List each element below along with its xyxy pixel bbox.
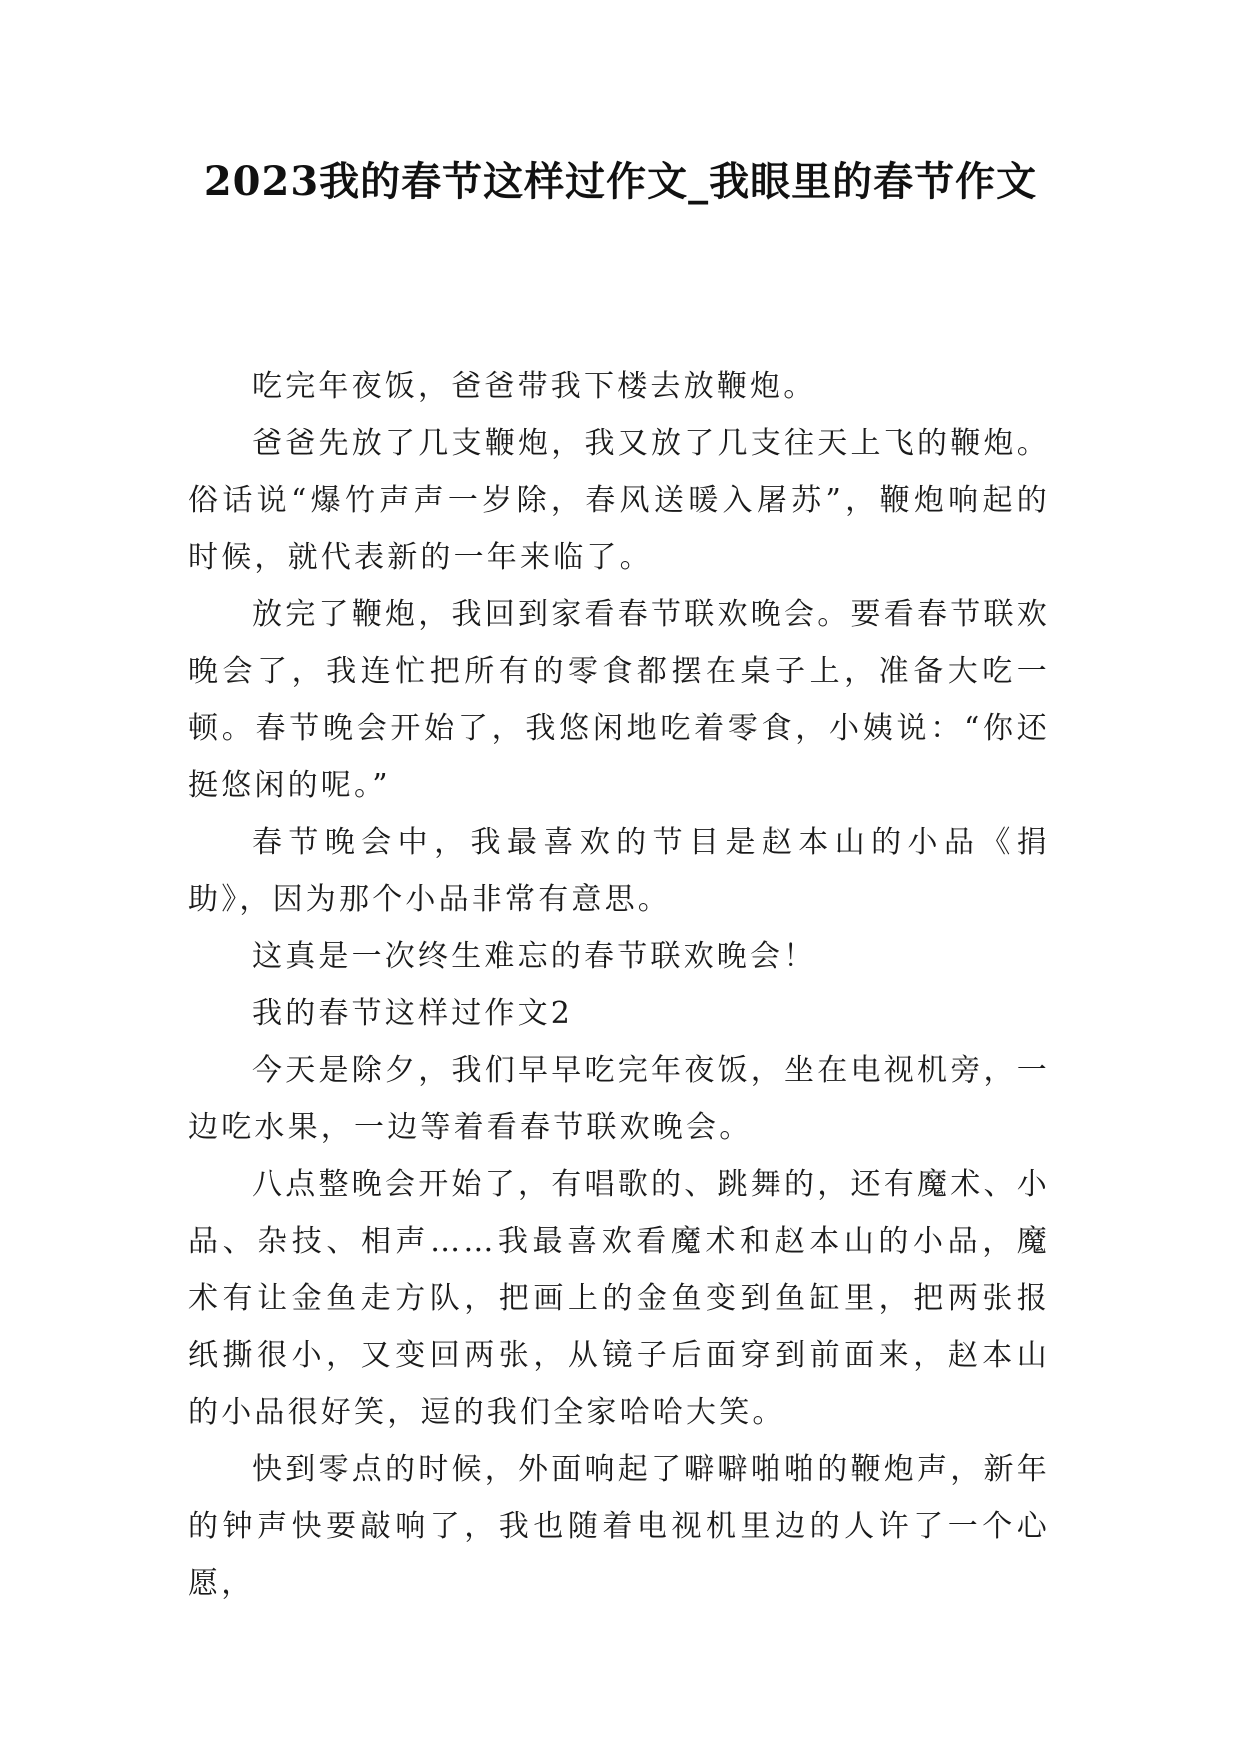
paragraph: 今天是除夕，我们早早吃完年夜饭，坐在电视机旁，一边吃水果，一边等着看春节联欢晚会。 (188, 1053, 1050, 1145)
section-heading: 我的春节这样过作文2 (252, 996, 574, 1031)
paragraph: 八点整晚会开始了，有唱歌的、跳舞的，还有魔术、小品、杂技、相声……我最喜欢看魔术和赵本山的小品，魔术有让金鱼走方队，把画上的金鱼变到鱼缸里，把两张报纸撕很小，又变回两张，从镜子后面穿到前面来，赵本山的小品很好笑，逗的我们全家哈哈大笑。 (188, 1167, 1050, 1430)
paragraph: 放完了鞭炮，我回到家看春节联欢晚会。要看春节联欢晚会了，我连忙把所有的零食都摆在桌子上，准备大吃一顿。春节晚会开始了，我悠闲地吃着零食，小姨说：“你还挺悠闲的呢。” (188, 597, 1050, 803)
paragraph: 这真是一次终生难忘的春节联欢晚会！ (252, 939, 817, 974)
paragraph: 快到零点的时候，外面响起了噼噼啪啪的鞭炮声，新年的钟声快要敲响了，我也随着电视机里边的人许了一个心愿， (188, 1452, 1050, 1601)
document-body (188, 358, 1050, 1612)
paragraph: 春节晚会中，我最喜欢的节目是赵本山的小品《捐助》，因为那个小品非常有意思。 (188, 825, 1050, 917)
paragraph: 爸爸先放了几支鞭炮，我又放了几支往天上飞的鞭炮。俗话说“爆竹声声一岁除，春风送暖入屠苏”，鞭炮响起的时候，就代表新的一年来临了。 (188, 426, 1050, 575)
paragraph: 吃完年夜饭，爸爸带我下楼去放鞭炮。 (252, 369, 817, 404)
document-title: 2023我的春节这样过作文_我眼里的春节作文 (203, 158, 1038, 205)
